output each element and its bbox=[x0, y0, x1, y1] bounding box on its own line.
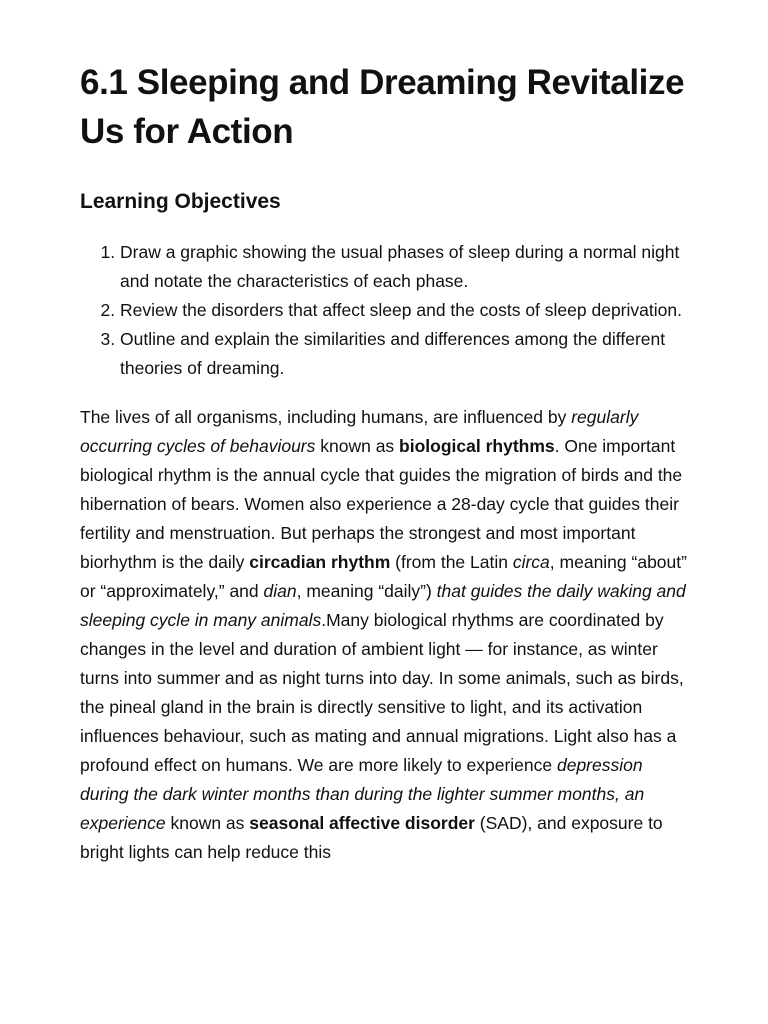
text-run: The lives of all organisms, including humans, are influenced by bbox=[80, 407, 572, 427]
emphasis-text: depression during the dark winter months than during the lighter summer months, an experience bbox=[80, 755, 645, 833]
emphasis-text: circa bbox=[512, 552, 550, 572]
page-title: 6.1 Sleeping and Dreaming Revitalize Us for Action bbox=[80, 63, 685, 151]
objectives-list bbox=[80, 238, 688, 383]
key-term-circadian-rhythm: circadian rhythm bbox=[249, 552, 391, 572]
text-run: .Many biological rhythms are coordinated by changes in the level and duration of ambient light — for instance, as winter turns into summer and as night turns into day. In some animals, such as birds, the pineal gland in the brain is directly sensitive to light, and its activation influences behaviour, such as mating and annual migrations. Light also has a profound effect on humans. We are more likely to experience bbox=[80, 610, 684, 775]
emphasis-text: dian bbox=[263, 581, 297, 601]
objective-item: 1. Draw a graphic showing the usual phases of sleep during a normal night and notate the characteristics of each phase. bbox=[120, 238, 688, 296]
objective-item: 2. Review the disorders that affect sleep and the costs of sleep deprivation. bbox=[120, 296, 688, 325]
objective-item: 3. Outline and explain the similarities and differences among the different theories of dreaming. bbox=[120, 325, 688, 383]
body-paragraph bbox=[80, 403, 688, 867]
text-run: , meaning “about” or “approximately,” and bbox=[80, 552, 687, 601]
text-run: (SAD), and exposure to bright lights can help reduce this bbox=[80, 813, 663, 862]
text-run: , meaning “daily”) bbox=[296, 581, 437, 601]
text-run: known as bbox=[315, 436, 400, 456]
section-heading-learning-objectives: Learning Objectives bbox=[80, 190, 281, 213]
text-run: . One important biological rhythm is the annual cycle that guides the migration of birds and the hibernation of bears. Women also experience a 28-day cycle that guides their fertility and menstruation. But perhaps the strongest and most important biorhythm is the daily bbox=[80, 436, 683, 572]
text-run: (from the Latin bbox=[390, 552, 513, 572]
key-term-seasonal-affective-disorder: seasonal affective disorder bbox=[249, 813, 475, 833]
key-term-biological-rhythms: biological rhythms bbox=[399, 436, 555, 456]
emphasis-text: regularly occurring cycles of behaviours bbox=[80, 407, 639, 456]
emphasis-text: that guides the daily waking and sleeping cycle in many animals bbox=[80, 581, 686, 630]
text-run: known as bbox=[165, 813, 250, 833]
